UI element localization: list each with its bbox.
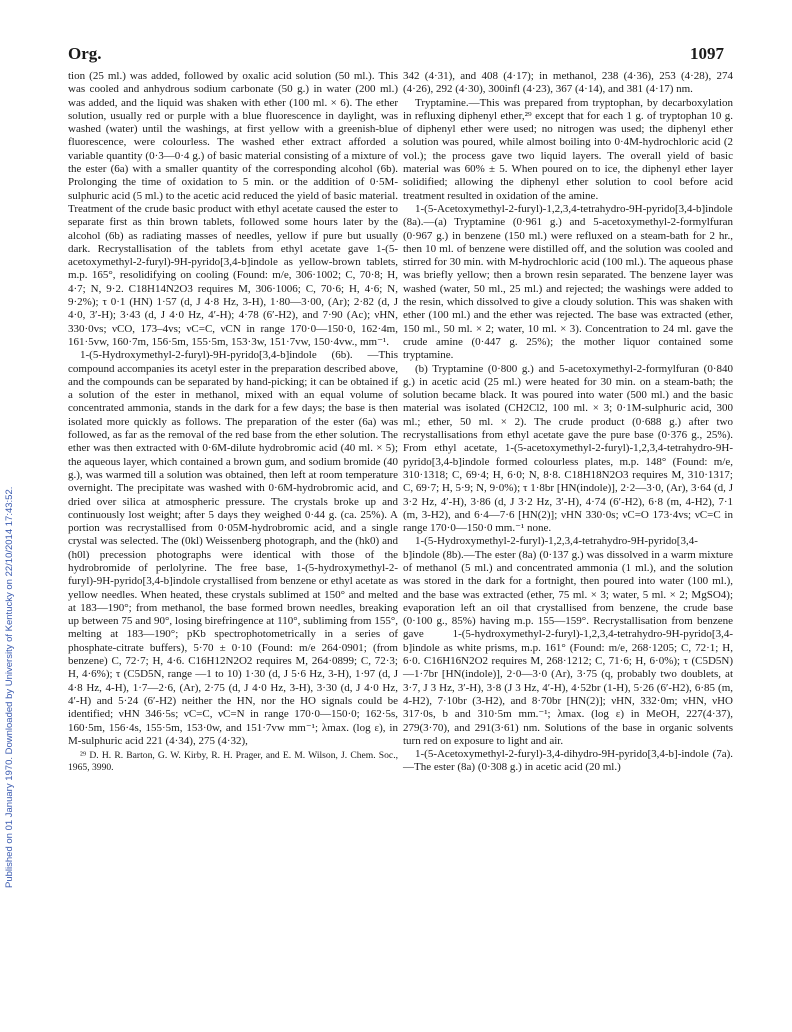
journal-section-heading: Org.: [68, 44, 102, 63]
footnote-section: [68, 750, 398, 773]
right-paragraph-3: 1-(5-Acetoxymethyl-2-furyl)-1,2,3,4-tetrahydro-9H-pyrido[3,4-b]indole (8a).—(a) Tryptamine (0·961 g.) and 5-acetoxymethyl-2-formylfuran (0·967 g.) in benzene (150 ml.) were refluxed on a steam-bath for 2 hr., then 10 ml. of benzene were distilled off, and the solution was cooled and stirred for 30 min. with M-hydrochloric acid (100 ml.). The aqueous phase was briefly yellow; then a brown resin separated. The benzene layer was washed (water, 50 ml., 25 ml.) and rejected; the washings were added to the resin, which dissolved to give a cloudy solution. This was shaken with ether (100 ml.) and the ether was rejected. The base was extracted (ether, 150 ml., 50 ml. × 2; water, 10 ml. × 3). Concentration to 24 ml. gave the crude amine (0·447 g. 25%); the mother liquor contained some tryptamine.: [403, 202, 733, 362]
download-side-note: Published on 01 January 1970. Downloaded by University of Kentucky on 22/10/2014 17:43:52.: [4, 486, 15, 888]
right-paragraph-4: (b) Tryptamine (0·800 g.) and 5-acetoxymethyl-2-formylfuran (0·840 g.) in acetic acid (25 ml.) were heated for 30 min. on a steam-bath; the solution became black. It was poured into water (500 ml.) and the basic material was isolated (CH2Cl2, 100 ml. × 3; 0·1M-sulphuric acid, 300 ml.; ether, 50 ml. × 2). The crude product (0·688 g.) after two recrystallisations from ethyl acetate gave the pure base (0·376 g., 25%). From ethyl acetate, 1-(5-acetoxymethyl-2-furyl)-1,2,3,4-tetrahydro-9H-pyrido[3,4-b]indole formed colourless plates, m.p. 148° (Found: m/e, 310·1318; C, 69·4; H, 6·0; N, 8·8. C18H18N2O3 requires M, 310·1317; C, 69·7; H, 5·9; N, 9·0%); τ 1·8br [HN(indole)], 2·2—3·0, (Ar), 3·64 (d, J 3·2 Hz, 4′-H), 3·86 (d, J 3·2 Hz, 3′-H), 4·74 (6′-H2), 6·8 (m, 4-H2), 7·1 (m, 3-H2), and 6·4—7·6 [HN(2)]; νHN 330·0s; νC=O 173·4vs; νC=C in range 170·0—150·0 mm.⁻¹ none.: [403, 362, 733, 535]
right-paragraph-5: 1-(5-Hydroxymethyl-2-furyl)-1,2,3,4-tetrahydro-9H-pyrido[3,4-b]indole (8b).—The ester (8a) (0·137 g.) was dissolved in a warm mixture of methanol (5 ml.) and concentrated ammonia (1 ml.), and the solution was stored in the dark for a fortnight, then poured into water (100 ml.), and the base was extracted (ether, 75 ml. × 3; water, 5 ml. × 2; MgSO4); evaporation left an oil that crystallised from benzene, the crude base (0·100 g., 85%) having m.p. 155—159°. Recrystallisation from benzene gave 1-(5-hydroxymethyl-2-furyl)-1,2,3,4-tetrahydro-9H-pyrido[3,4-b]indole as white prisms, m.p. 161° (Found: m/e, 268·1205; C, 72·1; H, 6·0. C16H16N2O2 requires M, 268·1212; C, 71·6; H, 6·0%); τ (C5D5N) —1·7br [HN(indole)], 2·0—3·0 (Ar), 3·75 (q, probably two doublets, at 3·7, J 3 Hz, 3′-H), 3·8 (J 3 Hz, 4′-H), 4·52br (1-H), 5·26 (6′-H2), 6·85 (m, 4-H2), 7·10br (3-H2), and 8·70br [HN(2)]; νHN, 332·0m; νHN, νHO 317·0s, b and 310·5m mm.⁻¹; λmax. (log ε) in MeOH, 227(4·37), 279(3·70), and 291(3·61) nm. Solutions of the base in organic solvents turn red on exposure to light and air.: [403, 535, 733, 747]
side-note-container: [4, 160, 18, 888]
footnote-29: ²⁹ D. H. R. Barton, G. W. Kirby, R. H. Prager, and E. M. Wilson, J. Chem. Soc., 1965, 3990.: [68, 750, 398, 773]
left-paragraph-2: 1-(5-Hydroxymethyl-2-furyl)-9H-pyrido[3,4-b]indole (6b). —This compound accompanies its acetyl ester in the preparation described above, and the compounds can be separated by hand-picking; it can be obtained if a solution of the ester in methanol, mixed with an equal volume of concentrated ammonia, stands in the dark for a few days; the base is then isolated more quickly as follows. The preparation of the ester (6a) was followed, as far as the removal of the red base from the ether solution. The ether was then extracted with 0·6M-dilute hydrobromic acid (40 ml. × 5); the aqueous layer, which contained a brown gum, and sodium bromide (40 g.), was warmed till a solution was obtained, then left at room temperature overnight. The precipitate was washed with 0·6M-hydrobromic acid, and dried over silica at atmospheric pressure. The crystals broke up and continuously lost weight; after 5 days they weighed 0·44 g. (ca. 25%). A portion was recrystallised from 0·05M-hydrobromic acid, and a single crystal was selected. The (0kl) Weissenberg photograph, and the (hk0) and (h0l) precession photographs were identical with those of the hydrobromide of perlolyrine. The free base, 1-(5-hydroxymethyl-2-furyl)-9H-pyrido[3,4-b]indole crystallised from benzene or ethyl acetate as yellow needles. When heated, these crystals sublimed at 150° and melted at 183—190°; from methanol, the base formed brown needles, breaking up between 75 and 90°, losing birefringence at 110°, subliming from 155°, melting at 183—190°; pKb spectrophotometrically in a series of phosphate-citrate buffers), 5·70 ± 0·10 (Found: m/e 264·0901; (from benzene) C, 72·7; H, 4·6. C16H12N2O2 requires M, 264·0899; C, 72·3; H, 4·6%); τ (C5D5N, range —1 to 10) 1·30 (d, J 5·6 Hz, 3-H), 1·97 (d, J 4·8 Hz, 4-H), 1·7—2·6, (Ar), 2·75 (d, J 4·0 Hz, 3-H), 3·30 (d, J 4·0 Hz, 4′-H) and 5·24 (6′-H2) neither the HN, nor the HO signals could be identified; νHN 346·5s; νC=C, νC=N in range 170·0—150·0; 162·5s, 160·5m, 156·4s, 155·5m, 153·0w, and 151·7vw mm⁻¹; λmax. (log ε), in M-sulphuric acid 221 (4·34), 275 (4·32),: [68, 349, 398, 747]
left-paragraph-1: tion (25 ml.) was added, followed by oxalic acid solution (50 ml.). This was cooled and anhydrous sodium carbonate (50 g.) in water (200 ml.) was added, and the liquid was shaken with ether (100 ml. × 6). The ether solution, usually red or purple with a blue fluorescence in daylight, was washed (water) until the washings, at first yellow with a greenish-blue fluorescence, were colourless. The washed ether extract afforded a variable quantity (0·3—0·4 g.) of basic material consisting of a mixture of the ester (6a) with a smaller quantity of the corresponding alcohol (6b). Prolonging the time of oxidation to 5 min. or the addition of 0·5M-sulphuric acid (5 ml.) to the acetic acid reduced the yield of basic material. Treatment of the crude basic product with ethyl acetate caused the ester to separate first as thin brown tablets, followed some hours later by the alcohol (6b) as radiating masses of needles, yellow if pure but usually dark. Recrystallisation of the tablets from ethyl acetate gave 1-(5-acetoxymethyl-2-furyl)-9H-pyrido[3,4-b]indole as yellow-brown tablets, m.p. 165°, resolidifying on cooling (Found: m/e, 306·1002; C, 70·8; H, 4·7; N, 9·2. C18H14N2O3 requires M, 306·1006; C, 70·6; H, 4·6; N, 9·2%); τ 0·1 (HN) 1·57 (d, J 4·8 Hz, 3-H), 1·80—3·00, (Ar); 2·82 (d, J 4·0, 3′-H); 3·43 (d, J 4·0 Hz, 4′-H); 4·78 (6′-H2), and 7·90 (Ac); νHN, 330·0vs; νCO, 173–4vs; νC=C, νCN in range 170·0—150·0, 162·4m, 161·5vw, 160·7m, 156·5m, 155·5m, 153·3w, 151·7vw, 150·4vw., mm⁻¹.: [68, 70, 398, 348]
right-column: [403, 70, 733, 775]
right-paragraph-2: Tryptamine.—This was prepared from tryptophan, by decarboxylation in refluxing diphenyl ether,²⁹ except that for each 1 g. of tryptophan 10 g. of diphenyl ether were used; no nitrogen was used; the diphenyl ether solution was poured, while almost boiling into 0·4M-hydrochloric acid (2 vol.); the process gave two liquid layers. The overall yield of basic material was 60% ± 5. When poured on to ice, the diphenyl ether layer solidified; allowing the diphenyl ether solution to cool before acid treatment resulted in oxidation of the amine.: [403, 96, 733, 202]
left-column: [68, 70, 398, 773]
page-number: 1097: [690, 44, 724, 63]
right-paragraph-1: 342 (4·31), and 408 (4·17); in methanol, 238 (4·36), 253 (4·28), 274 (4·26), 292 (4·30), 300infl (4·23), 367 (4·14), and 381 (4·17) nm.: [403, 70, 733, 96]
right-paragraph-6: 1-(5-Acetoxymethyl-2-furyl)-3,4-dihydro-9H-pyrido[3,4-b]-indole (7a).—The ester (8a) (0·308 g.) in acetic acid (20 ml.): [403, 748, 733, 774]
